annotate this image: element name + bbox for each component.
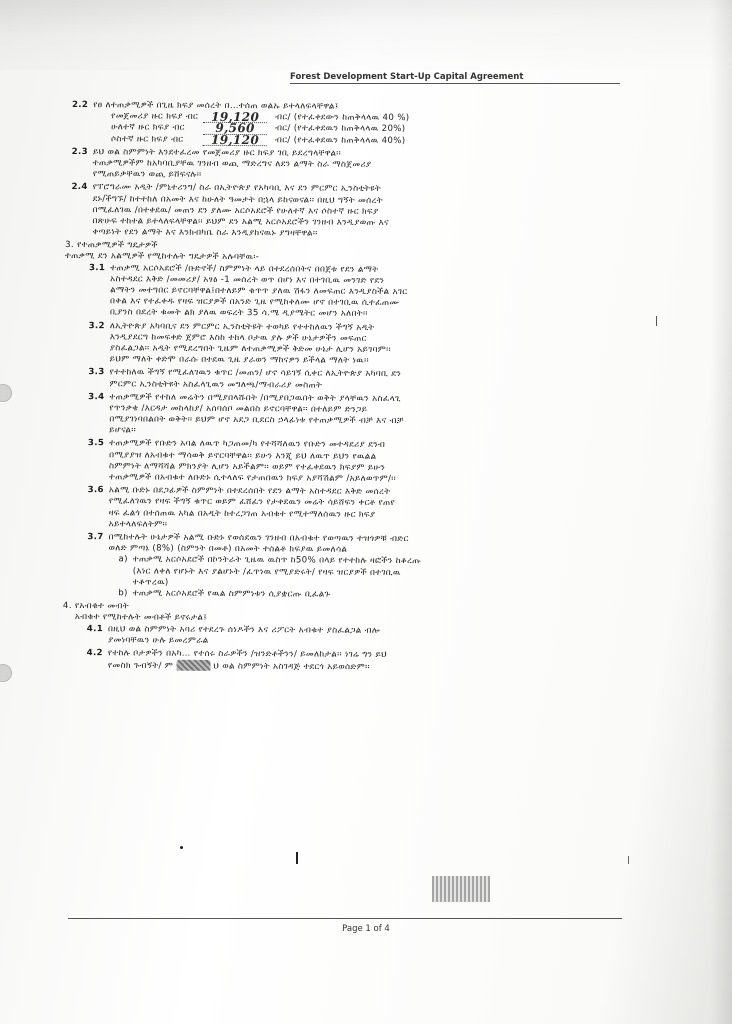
clause-number: 3.7 <box>87 532 104 543</box>
sub-item-line: ተቆጥረዉ) <box>132 577 169 588</box>
handwritten-amount: 9,560 <box>203 123 267 135</box>
clause-number: 3.3 <box>88 367 105 378</box>
clause-line: ቀጣይነት የደን ልማት እና እንክብካቤ ስራ እንዲያከናዉኑ ያግዛቸዋል፡፡ <box>92 227 318 239</box>
clause-number: 4.2 <box>86 647 103 659</box>
clause-2-2 <box>72 100 612 148</box>
page-edge-shadow <box>710 0 732 1024</box>
clause-number: 3.4 <box>88 391 105 402</box>
clause-line: ምርምር ኢንስቲትዩት አስፈላጊዉን መግለጫ/ማብራሪያ መስጠት <box>109 378 323 391</box>
clause-3-2 <box>88 321 610 369</box>
handwritten-amount: 19,120 <box>203 112 267 124</box>
clause-line: ይህም ማለት ቀድሞ በራሱ በተደዉ ጊዜ ያራወን ማከናዎን ይችላል ማለት ነዉ፡፡ <box>109 354 369 366</box>
clause-number: 2.2 <box>71 100 89 111</box>
payment-suffix: ብር/ (የተፈቀደውን ከጠቅላላዉ 40 %) <box>275 112 410 124</box>
clause-line: ተጠቃሚዎች የቡድን አባል ለዉጥ ካጋጠመ/ካ የተሻሻለዉን የቡድን መተዳደሪያ ደንብ <box>109 438 386 451</box>
sub-item-line: ተጠቃሚ አርሶአደሮች በኮንትራት ጊዜዉ ዉስጥ ከ50% በላይ የተተከሉ ዛፎችን ከቆረጡ <box>132 554 422 567</box>
clause-line: እንዲያደርግ ከመፍቀድ ጀምሮ እስከ ተከላ ቦታዉ ያሉ ዎች ሁኔታዎችን መፍጠር <box>109 332 367 344</box>
pen-dot-mark <box>180 846 183 849</box>
footer-rule <box>68 918 622 919</box>
clause-line: በሚከተሉት ሁኔታዎች አልሚ ቡድኑ የወሰደዉን ገንዘብ በአብቁተ የወጣዉን ተዝጎዎቹ ብድር <box>108 532 409 545</box>
page-fold-shadow <box>0 0 732 70</box>
clause-line: በቀል እና የተፈቀዱ የዛፍ ዝርያዎች በአንድ ጊዜ የሚከቀለሙ ሆኖ በተገቢዉ ሲተፈጠሙ <box>110 296 400 309</box>
section-3-intro: ተጠቃሚ ደን አልሚዎች የሚከተሉት ግዴታዎች አሉባቸዉ፡- <box>65 251 260 263</box>
clause-line: አስተዳደር እቅድ /መመሪያ/ አፃፅ -1 መሰረት ወጥ በሆነ እና በተገቢዉ መንገድ የደን <box>110 274 385 286</box>
clause-3-1 <box>89 263 611 322</box>
sub-item-label: a) <box>118 554 128 565</box>
stamp-smudge <box>432 876 490 902</box>
clause-line: ተጠቃሚዎች በአብቁተ ለቡድኑ ሲተላለፍ የታጠበዉን ክፍያ አያሻሽልም /አይለወጥም/፡፡ <box>108 472 397 485</box>
clause-text-after-smudge: ህ ወል ስምምነት አስገዳጅ ተደርጎ አይወሰድም፡፡ <box>213 661 370 673</box>
clause-line: ለኢትዮጵያ አካባቢና ደን ምርምር ኢንስቲትዩት ተወካይ የተተከለዉን ችግኝ አዲት <box>109 320 375 333</box>
clause-line: የጥንቃቄ /እርዳታ መከላከያ/ አሰባሰቦ መልበስ ይኖርባቸዋል፡፡ በተለይም ድንጋይ <box>109 403 368 415</box>
clause-line: ያስፈልጋል፡፡ አዲት የሚደረግበት ጊዜም ለተጠቃሚዎች ቅድመ ሁኔታ ሊሆን አይገባም፡፡ <box>109 343 391 355</box>
margin-tick-mark <box>628 856 629 864</box>
sub-item-line: (እነር ለቀለ የሆኑት እና ያልሆኑት /ፈጥነዉ የሚያድሩት/ የዛፍ ዝርያዎች በተገቢዉ <box>132 565 401 578</box>
clause-line: ቢያንስ በደረት ቁመት ልክ ያለዉ ወፍረት 35 ሳ.ሜ ዲያሜትር መሆን አለበት፡፡ <box>109 307 368 320</box>
clause-3-7 <box>87 532 609 602</box>
payment-suffix: ብር/ (የተፈቀደዉን ከጠቅላላዉ 20%) <box>275 123 406 135</box>
clause-number: 3.6 <box>87 485 104 496</box>
clause-number: 3.1 <box>88 262 106 273</box>
clause-4-2 <box>87 648 609 674</box>
sub-item-line: ተጠቃሚ አርሶአደሮች የዉል ስምምነቱን ሲያቋርጡ ቢፈልጉ <box>132 588 331 600</box>
clause-line: ተጠቃሚዎች የተከለ መሬትን በሚያበላሹበት /በሚያበጋዉበት ወቅት ያላቸዉን አስፈላጊ <box>109 391 401 404</box>
clause-line: ደኑ/ችግኙ/ ከተተከለ በአመት እና ከሁለት ዓመታት በኋላ ይከናወናል፡፡ በዚህ ግኝት መሰረት <box>92 193 383 206</box>
clause-number: 2.4 <box>71 182 88 193</box>
clause-2-3 <box>72 147 612 184</box>
clause-text: የፀ ለተጠቃሚዎች በጊዜ ክፍያ መሰረት በ…ተሰጠ ወልኡ ይተላለፍላቸዋል፤ <box>93 100 339 112</box>
punch-hole-bottom <box>0 664 12 682</box>
pen-stroke-mark <box>296 852 298 864</box>
payment-line-3 <box>111 134 612 148</box>
sub-item-a <box>108 555 609 592</box>
clause-line: በዚህ ወል ስምምነት አባሪ የተደረጉ ሰነዶችን እና ሪፖርት አብቁተ ያስፈልጋል ብሎ <box>108 623 381 636</box>
section-4-intro: አብቁተ የሚከተሉት መብቶች ይኖሩታል፤ <box>74 612 208 624</box>
payment-label: የመጀመሪያ ዙር ክፍያ ብር <box>111 111 199 122</box>
clause-line: አይተላለፍለትም፡፡ <box>108 519 168 530</box>
clause-line: የፕሮግራሙ አዲት /ምኒተሪንግ/ ስራ በኢትዮጵያ የአካባቢ እና ደን ምርምር ኢንስቲትዩት <box>92 182 382 195</box>
clause-line: የሚጠይቃቸዉን ወጪ ይሸፍናሉ፡፡ <box>92 169 202 180</box>
clause-3-4 <box>88 392 610 440</box>
clause-line: በሚያያዝ ለአብቁተ ማሳወቅ ይኖርባቸዋል፡፡ ይሁን እንጂ ይህ ለዉጥ ይህን የዉልል <box>109 449 377 462</box>
clause-line: በሚፈለገዉ /በተቀደዉ/ መጠን ደን ያለሙ አርሶአደሮች የሁለተኛ እና ሶስተኛ ዙር ክፍያ <box>92 204 379 217</box>
clause-3-6 <box>87 485 609 533</box>
sub-item-label: b) <box>118 588 128 599</box>
clause-number: 4.1 <box>86 623 104 634</box>
clause-4-1 <box>87 624 609 650</box>
clause-line: የተከሉ ቦታዎችን በአካ… የተሰሩ ስራዎችን /ዝንድቶችንን/ ይመለከታል፡፡ ነገሬ ግን ይህ <box>107 648 387 660</box>
punch-hole-top <box>0 384 12 402</box>
sub-item-b <box>108 588 609 602</box>
clause-line: ይሆናል፡፡ <box>109 425 137 436</box>
document-header: Forest Development Start-Up Capital Agreement <box>290 72 620 84</box>
clause-3-3 <box>88 367 610 393</box>
clause-line: የሚፈለገዉን የዛፍ ችግኝ ቁጥር ወይም ፈሸፈን የታቀደዉን መሬት ሳይሸፍን ቀርቶ የጠየ <box>108 496 396 509</box>
clause-line: ተጠቃሚዎችም ከአካባቢያቸዉ ገንዘብ ወጪ ማድረግና ለደን ልማት ስራ ማስጀመሪያ <box>92 158 372 170</box>
redaction-smudge <box>176 660 210 672</box>
document-body <box>62 100 612 676</box>
clause-2-4 <box>71 182 611 241</box>
clause-line: ስምምነት ለማሻሻል ምክንያት ሊሆን አይችልም፡፡ ወይም የተፈቀደዉን ክፍያም ይሁን <box>109 461 386 473</box>
clause-line: ልማትን መተግበር ይኖርባቸዋል፤በተለይም ቁጥጥ ያለዉ ሽፋን ለመፍጠር እንዲያስችል አገር <box>110 285 408 298</box>
clause-line: የተተከለዉ ችግኝ የሚፈለገዉን ቁጥር /መጠን/ ሆኖ ሳይገኝ ሲቀር ለኢትዮጵያ አካባቢ ደን <box>109 367 402 380</box>
payment-label: ሶስተኛ ዙር ክፍያ ብር <box>111 133 184 145</box>
clause-line: ወለድ ምጣኔ (8%) (ስምንት በመቶ) በአመት ተሰልቶ ክፍያዉ ይመለሳል <box>108 543 348 555</box>
page-number: Page 1 of 4 <box>342 924 390 934</box>
payment-label: ሁለተኛ ዙር ክፍያ ብር <box>111 122 185 134</box>
clause-line: ዛፍ ፈልጎ በተሰጠዉ አካል በአዲት ከተረጋገጠ አብቁተ የሚተማለሰዉን ዙር ክፍያ <box>108 507 376 520</box>
clause-number: 3.2 <box>88 320 105 331</box>
margin-tick-mark <box>656 316 657 326</box>
clause-text-before-smudge: የመስክ ጉብኝት/ ም <box>107 660 174 672</box>
clause-line: በሚያገነባበልበት ወቅት፡፡ ይህም ሆኖ አደጋ ቢደርስ ኃላፊነቱ የተጠቃሚዎች ብቻ እና ብቻ <box>109 414 404 427</box>
clause-line: በጽሁፍ ተከተል ይተላለፍላቸዋል፡፡ ይህም ደን አልሚ አርሶአደሮችን ገንዘብ እንዲያወጡ እና <box>92 216 389 228</box>
clause-line: ተጠቃሚ አርሶአደሮች /ቡድኖች/ ስምምነት ላይ በተደረሰበትና በበጀቱ የደን ልማት <box>110 262 379 275</box>
section-3-heading: 3. የተጠቃሚዎች ግዴታዎች <box>65 240 158 251</box>
clause-line: ያመነባቸዉን ሁሉ ይመረምራል <box>107 634 209 646</box>
clause-number: 3.5 <box>87 438 105 449</box>
clause-line: አልሚ ቡድኑ በደጋፊዎች ስምምነት በተደረሰበት የደን ልማት አስተዳደር እቅድ መሰረት <box>108 485 391 498</box>
section-4-heading: 4. የአብቁተ መብት <box>62 601 129 612</box>
handwritten-amount: 19,120 <box>203 134 267 146</box>
clause-line-redacted <box>108 659 609 673</box>
clause-line: ይህ ወል ስምምነት እንደተፈረመ የመጀመሪያ ዙር ክፍያ ገቢ ይደረግላቸዋል፡፡ <box>92 146 342 159</box>
payment-suffix: ብር/ (የተፈቀደዉን ከጠቅላላዉ 40%) <box>275 134 406 146</box>
clause-3-5 <box>88 439 610 487</box>
clause-number: 2.3 <box>71 146 88 157</box>
